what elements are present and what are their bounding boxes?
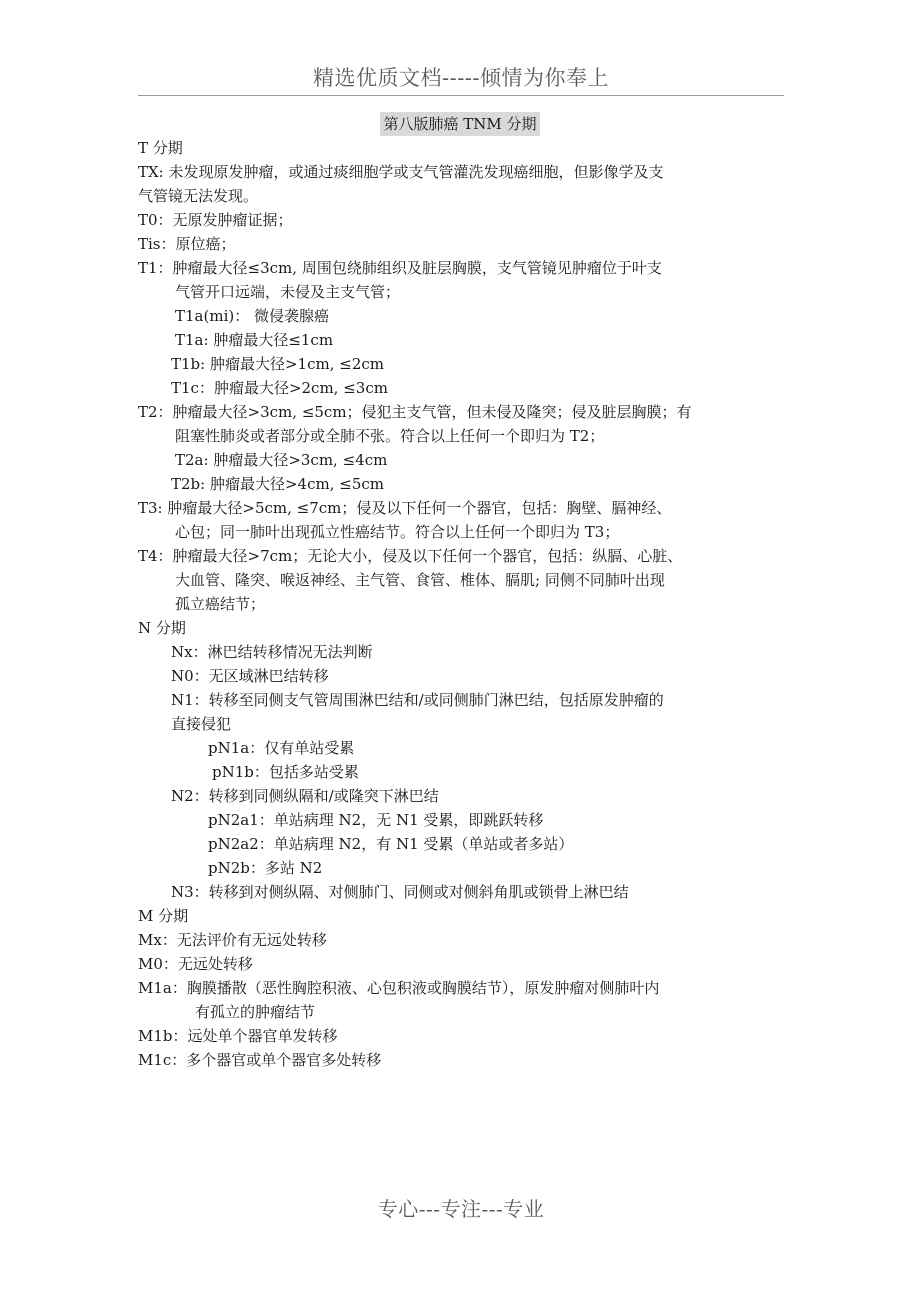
t4-line-1: T4：肿瘤最大径>7cm；无论大小，侵及以下任何一个器官，包括：纵膈、心脏、 [138, 547, 683, 565]
page-footer: 专心---专注---专业 [377, 1197, 545, 1221]
t2a-line: T2a: 肿瘤最大径>3cm, ≤4cm [175, 451, 388, 469]
t4-line-2: 大血管、隆突、喉返神经、主气管、食管、椎体、膈肌; 同侧不同肺叶出现 [175, 571, 665, 589]
t2-line-1: T2：肿瘤最大径>3cm, ≤5cm；侵犯主支气管，但未侵及隆突；侵及脏层胸膜；有 [138, 403, 692, 421]
t1a-line: T1a: 肿瘤最大径≤1cm [175, 331, 334, 349]
pn2b-line: pN2b：多站 N2 [208, 859, 323, 877]
t1-line-2: 气管开口远端，未侵及主支气管； [175, 283, 401, 301]
t1-line-1: T1：肿瘤最大径≤3cm, 周围包绕肺组织及脏层胸膜，支气管镜见肿瘤位于叶支 [138, 259, 662, 277]
n0-line: N0：无区域淋巴结转移 [171, 667, 329, 685]
t3-line-1: T3: 肿瘤最大径>5cm, ≤7cm；侵及以下任何一个器官，包括：胸壁、膈神经、 [138, 499, 672, 517]
n1-line-2: 直接侵犯 [171, 715, 232, 733]
n1-line-1: N1：转移至同侧支气管周围淋巴结和/或同侧肺门淋巴结，包括原发肿瘤的 [171, 691, 664, 709]
n2-line: N2：转移到同侧纵隔和/或隆突下淋巴结 [171, 787, 439, 805]
m1c-line: M1c：多个器官或单个器官多处转移 [138, 1051, 382, 1069]
nx-line: Nx：淋巴结转移情况无法判断 [171, 643, 373, 661]
m-section-heading: M 分期 [138, 907, 189, 925]
tx-line-1: TX: 未发现原发肿瘤，或通过痰细胞学或支气管灌洗发现癌细胞，但影像学及支 [138, 163, 664, 181]
pn2a1-line: pN2a1：单站病理 N2，无 N1 受累，即跳跃转移 [208, 811, 544, 829]
t2b-line: T2b: 肿瘤最大径>4cm, ≤5cm [171, 475, 384, 493]
mx-line: Mx：无法评价有无远处转移 [138, 931, 327, 949]
n-section-heading: N 分期 [138, 619, 186, 637]
tx-line-2: 气管镜无法发现。 [138, 187, 259, 205]
tis-line: Tis：原位癌； [138, 235, 236, 253]
document-title: 第八版肺癌 TNM 分期 [380, 112, 539, 136]
t1b-line: T1b: 肿瘤最大径>1cm, ≤2cm [171, 355, 384, 373]
t3-line-2: 心包；同一肺叶出现孤立性癌结节。符合以上任何一个即归为 T3； [175, 523, 620, 541]
document-body [138, 136, 786, 1072]
pn1a-line: pN1a：仅有单站受累 [208, 739, 355, 757]
t1a-mi-line: T1a(mi)： 微侵袭腺癌 [175, 307, 329, 325]
page-header: 精选优质文档-----倾情为你奉上 [138, 62, 784, 96]
document-title-wrap [0, 112, 920, 136]
pn2a2-line: pN2a2：单站病理 N2，有 N1 受累（单站或者多站） [208, 835, 574, 853]
t4-line-3: 孤立癌结节； [175, 595, 266, 613]
t0-line: T0：无原发肿瘤证据； [138, 211, 293, 229]
pn1b-line: pN1b：包括多站受累 [212, 763, 359, 781]
n3-line: N3：转移到对侧纵隔、对侧肺门、同侧或对侧斜角肌或锁骨上淋巴结 [171, 883, 629, 901]
m0-line: M0：无远处转移 [138, 955, 253, 973]
m1a-line-1: M1a：胸膜播散（恶性胸腔积液、心包积液或胸膜结节），原发肿瘤对侧肺叶内 [138, 979, 660, 997]
t1c-line: T1c：肿瘤最大径>2cm, ≤3cm [171, 379, 388, 397]
t-section-heading: T 分期 [138, 139, 183, 157]
m1b-line: M1b：远处单个器官单发转移 [138, 1027, 338, 1045]
m1a-line-2: 有孤立的肿瘤结节 [195, 1003, 316, 1021]
t2-line-2: 阻塞性肺炎或者部分或全肺不张。符合以上任何一个即归为 T2； [175, 427, 605, 445]
